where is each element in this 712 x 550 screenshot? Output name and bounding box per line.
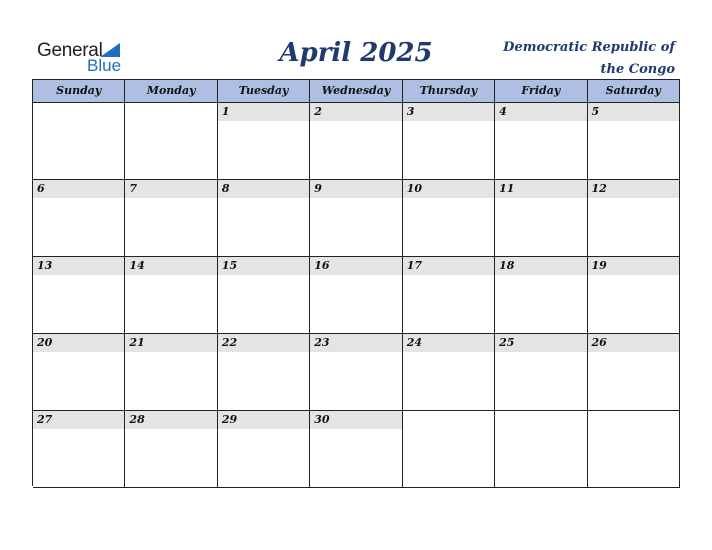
weekday-saturday: Saturday: [588, 80, 680, 103]
calendar-grid: [32, 79, 680, 486]
day-number: 30: [314, 413, 330, 426]
day-number: 17: [406, 259, 422, 272]
day-cell: [310, 180, 402, 257]
week-row: [33, 334, 680, 411]
day-cell: [310, 257, 402, 334]
day-number: 20: [37, 336, 53, 349]
day-number: 5: [591, 105, 600, 118]
day-cell: [588, 257, 680, 334]
calendar-title: April 2025: [279, 38, 433, 68]
day-cell: [33, 334, 125, 411]
country-line-1: Democratic Republic of: [503, 40, 675, 55]
day-cell: [495, 103, 587, 180]
day-cell: [588, 180, 680, 257]
day-number: 16: [314, 259, 330, 272]
day-cell: [403, 103, 495, 180]
day-cell: [495, 334, 587, 411]
day-cell: [218, 334, 310, 411]
weekday-monday: Monday: [125, 80, 217, 103]
day-number: 12: [591, 182, 607, 195]
day-number: 3: [406, 105, 415, 118]
day-cell: [33, 103, 125, 180]
weekday-sunday: Sunday: [33, 80, 125, 103]
weekday-header-row: [33, 80, 680, 103]
day-number: 8: [221, 182, 230, 195]
day-number: 24: [406, 336, 422, 349]
day-header-band: [218, 180, 309, 198]
day-cell: [33, 411, 125, 488]
logo-general-text: General: [37, 40, 103, 61]
day-cell: [310, 103, 402, 180]
week-row: [33, 180, 680, 257]
day-number: 26: [591, 336, 607, 349]
day-cell: [125, 411, 217, 488]
day-header-band: [33, 180, 124, 198]
day-cell: [125, 103, 217, 180]
country-line-2: the Congo: [600, 62, 675, 77]
day-number: 27: [37, 413, 53, 426]
day-header-band: [218, 103, 309, 121]
day-cell: [310, 411, 402, 488]
day-number: 6: [37, 182, 45, 195]
day-number: 1: [221, 105, 230, 118]
weekday-tuesday: Tuesday: [218, 80, 310, 103]
country-name: [475, 37, 675, 81]
day-header-band: [125, 180, 216, 198]
day-cell: [218, 257, 310, 334]
day-number: 10: [406, 182, 422, 195]
day-header-band: [403, 103, 494, 121]
day-cell: [403, 257, 495, 334]
day-cell: [403, 334, 495, 411]
logo-blue-text: Blue: [87, 56, 122, 75]
day-header-band: [588, 103, 679, 121]
day-number: 9: [314, 182, 322, 195]
day-header-band: [310, 180, 401, 198]
day-cell: [495, 180, 587, 257]
day-number: 25: [499, 336, 515, 349]
day-number: 29: [221, 413, 238, 426]
day-cell: [403, 180, 495, 257]
weekday-friday: Friday: [495, 80, 587, 103]
day-cell: [588, 334, 680, 411]
day-number: 4: [499, 105, 507, 118]
day-cell: [125, 257, 217, 334]
day-cell: [403, 411, 495, 488]
day-cell: [495, 257, 587, 334]
day-cell: [33, 257, 125, 334]
day-cell: [218, 180, 310, 257]
day-number: 19: [591, 259, 607, 272]
day-number: 22: [221, 336, 238, 349]
day-cell: [125, 180, 217, 257]
day-number: 2: [314, 105, 322, 118]
day-number: 7: [129, 182, 138, 195]
day-number: 15: [221, 259, 238, 272]
week-row: [33, 103, 680, 180]
day-cell: [125, 334, 217, 411]
week-row: [33, 411, 680, 488]
weeks-container: [33, 103, 680, 488]
day-header-band: [495, 103, 586, 121]
day-header-band: [310, 103, 401, 121]
day-number: 23: [314, 336, 330, 349]
day-number: 14: [129, 259, 145, 272]
day-cell: [495, 411, 587, 488]
weekday-wednesday: Wednesday: [310, 80, 402, 103]
day-cell: [33, 180, 125, 257]
day-number: 21: [129, 336, 145, 349]
week-row: [33, 257, 680, 334]
day-cell: [218, 411, 310, 488]
day-number: 28: [129, 413, 145, 426]
day-number: 13: [37, 259, 53, 272]
day-cell: [588, 103, 680, 180]
day-number: 11: [499, 182, 515, 195]
day-cell: [310, 334, 402, 411]
weekday-thursday: Thursday: [403, 80, 495, 103]
day-cell: [218, 103, 310, 180]
day-number: 18: [499, 259, 515, 272]
day-cell: [588, 411, 680, 488]
